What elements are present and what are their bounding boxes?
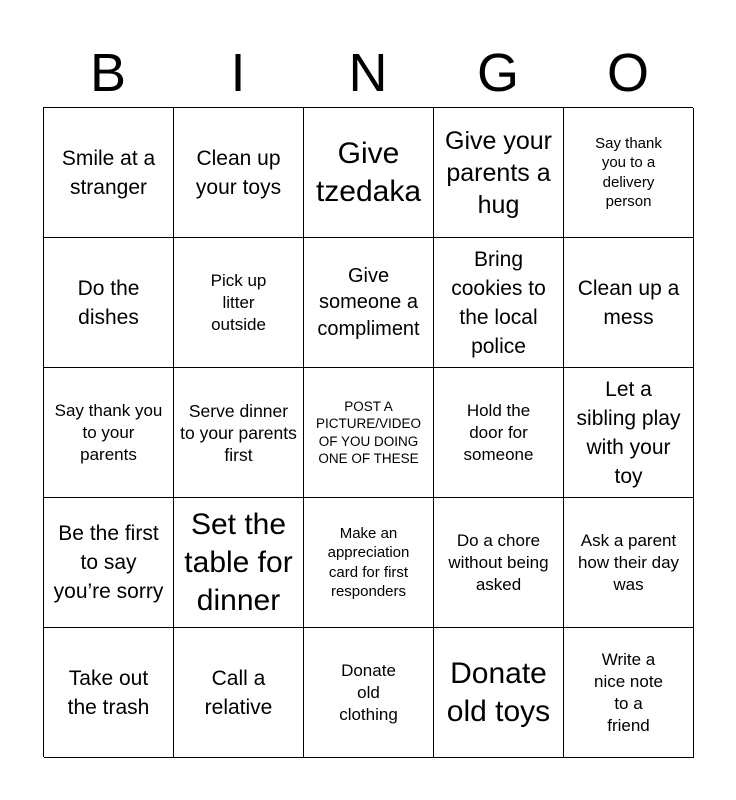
bingo-cell[interactable] — [174, 628, 304, 758]
cell-text: Say thank you to a delivery person — [595, 134, 662, 210]
bingo-cell[interactable] — [434, 368, 564, 498]
cell-text: Donate old clothing — [339, 660, 398, 724]
cell-text: Do a chore without being asked — [448, 530, 549, 594]
cell-text: Donate old toys — [446, 656, 551, 728]
bingo-cell[interactable] — [434, 498, 564, 628]
bingo-cell[interactable] — [174, 368, 304, 498]
bingo-cell[interactable] — [44, 238, 174, 368]
cell-text: Do the dishes — [77, 276, 140, 329]
cell-text: Clean up your toys — [195, 146, 282, 199]
cell-text: Clean up a mess — [577, 276, 680, 329]
bingo-cell[interactable] — [44, 628, 174, 758]
bingo-cell[interactable] — [304, 238, 434, 368]
header-letter-o: O — [606, 43, 649, 103]
header-letter-b: B — [89, 43, 127, 103]
cell-text: Give your parents a hug — [445, 126, 552, 219]
bingo-cell[interactable] — [434, 108, 564, 238]
header-letter-i: I — [230, 43, 246, 103]
cell-text: Say thank you to your parents — [54, 400, 163, 464]
cell-text: Bring cookies to the local police — [451, 247, 546, 358]
bingo-cell[interactable] — [434, 238, 564, 368]
bingo-cell[interactable] — [564, 628, 694, 758]
bingo-cell[interactable] — [304, 628, 434, 758]
cell-text: Serve dinner to your parents first — [180, 400, 297, 465]
cell-text: Be the first to say you’re sorry — [53, 522, 164, 603]
bingo-cell[interactable] — [44, 368, 174, 498]
bingo-cell[interactable] — [434, 628, 564, 758]
bingo-cell[interactable] — [564, 108, 694, 238]
cell-text: Hold the door for someone — [463, 400, 534, 464]
bingo-cell[interactable] — [44, 498, 174, 628]
cell-text: Give someone a compliment — [317, 264, 420, 340]
bingo-cell[interactable] — [174, 238, 304, 368]
cell-text: Make an appreciation card for first responders — [327, 524, 410, 600]
cell-text: Give tzedaka — [315, 136, 422, 208]
bingo-cell[interactable] — [174, 498, 304, 628]
bingo-cell[interactable] — [304, 368, 434, 498]
bingo-cell[interactable] — [564, 368, 694, 498]
bingo-cell[interactable] — [564, 498, 694, 628]
bingo-cell[interactable] — [304, 498, 434, 628]
cell-text: Smile at a stranger — [61, 146, 156, 199]
cell-text: Ask a parent how their day was — [577, 530, 680, 594]
bingo-cell[interactable] — [304, 108, 434, 238]
cell-text: Call a relative — [204, 666, 273, 719]
cell-text: Write a nice note to a friend — [594, 649, 663, 735]
header-letter-g: G — [476, 43, 519, 103]
bingo-cell[interactable] — [44, 108, 174, 238]
bingo-board — [43, 107, 693, 757]
cell-text: Let a sibling play with your toy — [576, 377, 681, 488]
cell-text: Pick up litter outside — [210, 270, 267, 334]
header-letter-n: N — [348, 43, 388, 103]
cell-text: POST A PICTURE/VIDEO OF YOU DOING ONE OF THESE — [315, 398, 421, 466]
bingo-cell[interactable] — [174, 108, 304, 238]
cell-text: Take out the trash — [67, 666, 150, 719]
cell-text: Set the table for dinner — [184, 507, 293, 617]
bingo-header — [43, 40, 693, 106]
bingo-cell[interactable] — [564, 238, 694, 368]
